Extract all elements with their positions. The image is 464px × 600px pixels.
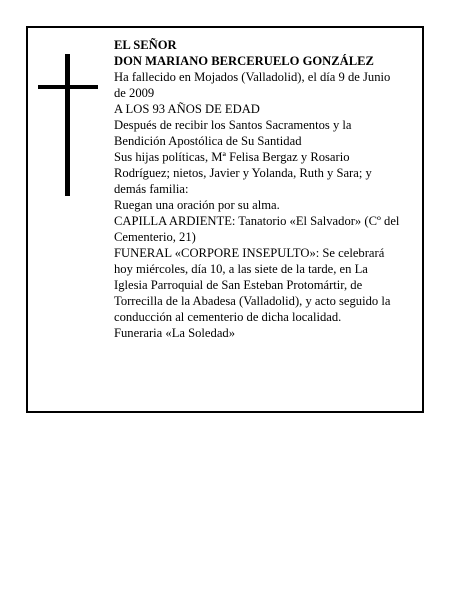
funeral-line: Iglesia Parroquial de San Esteban Protomártir, de — [114, 278, 363, 292]
death-announcement-line: de 2009 — [114, 86, 155, 100]
family-line: demás familia: — [114, 182, 189, 196]
cross-icon — [38, 54, 98, 196]
family-line: Rodríguez; nietos, Javier y Yolanda, Ruth y Sara; y — [114, 166, 372, 180]
chapel-line: Cementerio, 21) — [114, 230, 196, 244]
deceased-title: EL SEÑOR — [114, 38, 177, 52]
cross-horizontal-bar — [38, 85, 98, 89]
cross-vertical-bar — [65, 54, 70, 196]
funeral-line: Torrecilla de la Abadesa (Valladolid), y acto seguido la — [114, 294, 391, 308]
deceased-name: DON MARIANO BERCERUELO GONZÁLEZ — [114, 54, 374, 68]
prayer-request-line: Ruegan una oración por su alma. — [114, 198, 280, 212]
funeral-line: conducción al cementerio de dicha localidad. — [114, 310, 342, 324]
obituary-text — [114, 37, 426, 341]
funeral-line: FUNERAL «CORPORE INSEPULTO»: Se celebrará — [114, 246, 385, 260]
family-line: Sus hijas políticas, Mª Felisa Bergaz y Rosario — [114, 150, 350, 164]
sacraments-line: Bendición Apostólica de Su Santidad — [114, 134, 302, 148]
death-announcement-line: Ha fallecido en Mojados (Valladolid), el día 9 de Junio — [114, 70, 391, 84]
sacraments-line: Después de recibir los Santos Sacramentos y la — [114, 118, 352, 132]
age-line: A LOS 93 AÑOS DE EDAD — [114, 102, 260, 116]
chapel-line: CAPILLA ARDIENTE: Tanatorio «El Salvador» (Cº del — [114, 214, 400, 228]
funeral-home-line: Funeraria «La Soledad» — [114, 326, 235, 340]
funeral-line: hoy miércoles, día 10, a las siete de la tarde, en La — [114, 262, 368, 276]
